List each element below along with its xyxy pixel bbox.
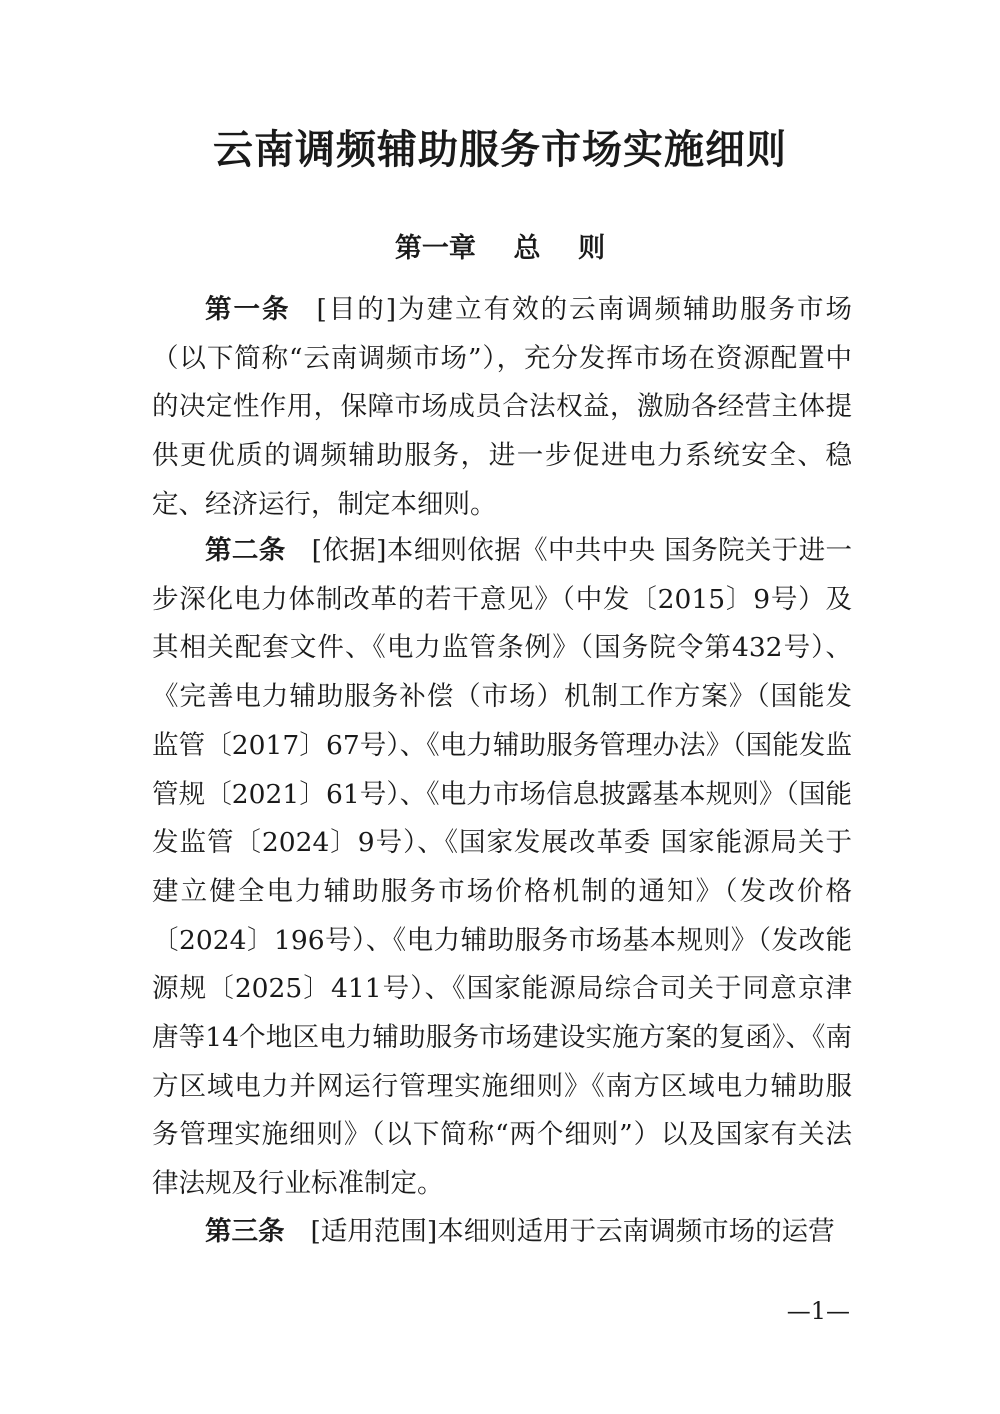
page-number: —1— <box>786 1297 850 1325</box>
article-label: 第三条 <box>205 1216 285 1247</box>
article-label: 第一条 <box>205 294 291 325</box>
article-text: [适用范围]本细则适用于云南调频市场的运营 <box>310 1216 835 1247</box>
article-1 <box>152 286 852 530</box>
article-3 <box>152 1208 852 1257</box>
article-text: [目的]为建立有效的云南调频辅助服务市场（以下简称“云南调频市场”），充分发挥市场在资源配置中的决定性作用，保障市场成员合法权益，激励各经营主体提供更优质的调频辅助服务，进一步促进电力系统安全、稳定、经济运行，制定本细则。 <box>152 294 852 520</box>
chapter-heading: 第一章 总 则 <box>394 233 606 264</box>
article-label: 第二条 <box>205 535 286 566</box>
article-text: [依据]本细则依据《中共中央 国务院关于进一步深化电力体制改革的若干意见》（中发〔2015〕9号）及其相关配套文件、《电力监管条例》（国务院令第432号）、《完善电力辅助服务补偿（市场）机制工作方案》（国能发监管〔2017〕67号）、《电力辅助服务管理办法》（国能发监管规〔2021〕61号）、《电力市场信息披露基本规则》（国能发监管〔2024〕9号）、《国家发展改革委 国家能源局关于建立健全电力辅助服务市场价格机制的通知》（发改价格〔2024〕196号）、《电力辅助服务市场基本规则》（发改能源规〔2025〕411号）、《国家能源局综合司关于同意京津唐等14个地区电力辅助服务市场建设实施方案的复函》、《南方区域电力并网运行管理实施细则》《南方区域电力辅助服务管理实施细则》（以下简称“两个细则”）以及国家有关法律法规及行业标准制定。 <box>152 535 853 1200</box>
article-2 <box>152 527 852 1209</box>
document-title: 云南调频辅助服务市场实施细则 <box>213 127 787 173</box>
